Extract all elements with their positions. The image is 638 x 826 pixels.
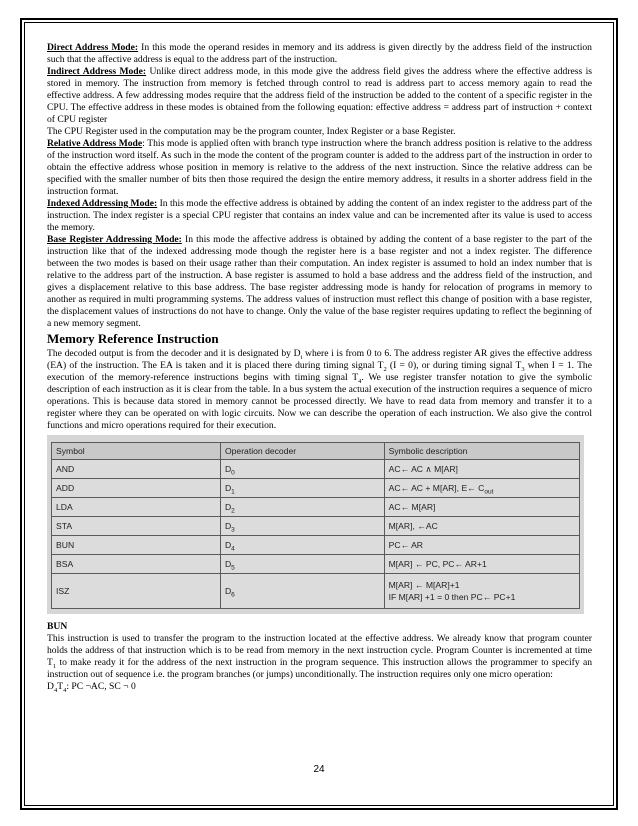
table-header-row xyxy=(52,443,580,460)
micro-operation-line xyxy=(47,681,592,693)
table-row xyxy=(52,460,580,479)
decoder-subscript: 5 xyxy=(231,564,235,572)
decoder-subscript: 1 xyxy=(231,488,235,496)
mri-text-d: when I = 1. The execution of the memory-reference instructions begins with timing signal T xyxy=(47,360,592,383)
cell-decoder xyxy=(220,574,384,609)
cell-description: PC← AR xyxy=(384,536,579,555)
table-row xyxy=(52,498,580,517)
term-indexed-addressing-mode: Indexed Addressing Mode: xyxy=(47,198,158,209)
paragraph-cpu-register: The CPU Register used in the computation may be the program counter, Index Register or a base Register. xyxy=(47,126,456,137)
cell-symbol: BUN xyxy=(52,536,221,555)
mri-text-e: . We use register transfer notation to give the symbolic description of each instruction as it is clear from the table. In a bus system the actual execution of the instruction requires a sequence of micro operations. This is because data stored in memory cannot be processed directly. We have to read data from memory and transfer it to a register where they can be operated on with logic circuits. Now we can describe the operation of each instruction. We also give the control functions and micro operations required for their execution. xyxy=(47,372,592,431)
description-text: AC← AC + M[AR], E← C xyxy=(388,483,485,493)
paragraph-indexed-addressing-mode xyxy=(47,198,592,234)
cell-description xyxy=(384,479,579,498)
decoder-subscript: 3 xyxy=(231,526,235,534)
paragraph-memory-reference xyxy=(47,348,592,432)
table-row xyxy=(52,574,580,609)
cell-description xyxy=(384,574,579,609)
paragraph-base-register-addressing-mode xyxy=(47,234,592,330)
table-row xyxy=(52,555,580,574)
decoder-letter: D xyxy=(224,559,232,569)
paragraph-direct-address-mode xyxy=(47,42,592,66)
heading-bun: BUN xyxy=(47,621,68,632)
mri-sub-b: 2 xyxy=(383,365,387,373)
cell-description: M[AR] ← PC, PC← AR+1 xyxy=(384,555,579,574)
heading-memory-reference-instruction: Memory Reference Instruction xyxy=(47,331,219,346)
cell-symbol: AND xyxy=(52,460,221,479)
micro-t-sub: 4 xyxy=(63,686,67,694)
header-symbol: Symbol xyxy=(52,443,221,460)
document-body xyxy=(47,42,592,693)
table-row xyxy=(52,536,580,555)
cell-decoder xyxy=(220,536,384,555)
cell-symbol: STA xyxy=(52,517,221,536)
cell-symbol: BSA xyxy=(52,555,221,574)
cell-decoder xyxy=(220,517,384,536)
decoder-subscript: 4 xyxy=(231,545,235,553)
bun-text-b: to make ready it for the address of the next instruction in the program sequence. This instruction allows the programmer to specify an instruction out of sequence i.e. the program branches (or jumps) unconditionally. The instruction requires only one micro operation: xyxy=(47,657,592,680)
cell-description: M[AR], ←AC xyxy=(384,517,579,536)
description-condition: IF M[AR] +1 = 0 then PC← PC+1 xyxy=(388,592,516,602)
mri-text-a: The decoded output is from the decoder and it is designated by D xyxy=(47,348,301,359)
memory-reference-table xyxy=(51,442,580,609)
decoder-subscript: 6 xyxy=(231,591,235,599)
cell-symbol: LDA xyxy=(52,498,221,517)
cell-description: AC← M[AR] xyxy=(384,498,579,517)
decoder-subscript: 0 xyxy=(231,469,235,477)
micro-d-sub: 4 xyxy=(53,686,58,694)
bun-sub-a: 1 xyxy=(52,662,57,670)
mri-text-c: (I = 0), or during timing signal T xyxy=(386,360,522,371)
term-relative-address-mode: Relative Address Mode xyxy=(47,138,143,149)
micro-t: T xyxy=(57,681,64,692)
paragraph-bun xyxy=(47,633,592,681)
text-indexed-addressing-mode: In this mode the effective address is obtained by adding the content of an index register to the address part of the instruction. The index register is a special CPU register that contains an index value and can be incremented after its value is used to access the memory. xyxy=(47,198,592,233)
decoder-letter: D xyxy=(224,502,232,512)
table-row xyxy=(52,479,580,498)
paragraph-relative-address-mode xyxy=(47,138,592,198)
term-base-register-addressing-mode: Base Register Addressing Mode: xyxy=(47,234,182,245)
page-number: 24 xyxy=(313,764,325,775)
text-relative-address-mode: : This mode is applied often with branch type instruction where the branch address position is relative to the address of the instruction word itself. As such in the mode the content of the program counter is added to the address part of the instruction in order to obtain the effective address whose position in memory is relative to the address of the next instruction. Since the relative address can be specified with the smaller number of bits then those required the design the entire memory address, it results in a shorter address field in the instruction format. xyxy=(47,138,592,197)
paragraph-indirect-address-mode xyxy=(47,66,592,126)
decoder-letter: D xyxy=(224,540,232,550)
cell-decoder xyxy=(220,555,384,574)
term-direct-address-mode: Direct Address Mode: xyxy=(47,42,139,53)
header-operation-decoder: Operation decoder xyxy=(220,443,384,460)
decoder-letter: D xyxy=(224,464,232,474)
term-indirect-address-mode: Indirect Address Mode: xyxy=(47,66,147,77)
description-text: M[AR] ← M[AR]+1 xyxy=(388,580,460,590)
decoder-subscript: 2 xyxy=(231,507,235,515)
cell-decoder xyxy=(220,479,384,498)
decoder-letter: D xyxy=(224,586,232,596)
text-direct-address-mode: In this mode the operand resides in memory and its address is given directly by the address field of the instruction such that the affective address is equal to the address part of the instruction. xyxy=(47,42,592,65)
header-symbolic-description: Symbolic description xyxy=(384,443,579,460)
text-base-register-addressing-mode: In this mode the affective address is obtained by adding the content of a base register to the part of the instruction like that of the indexed addressing mode though the register here is a base register and not a index register. The difference between the two modes is based on their usage rather than their computation. An index register is assumed to hold an index number that is relative to the address part of the instruction. A base register is assumed to hold a base address and the address field of the instruction, and gives a displacement relative to this base address. The base register addressing mode is handy for relocation of programs in memory to another as required in multi programming systems. The address values of instruction must reflect this change of position with a base register, the displacement values of instructions do not have to change. Only the value of the base register requires updating to reflect the beginning of a new memory segment. xyxy=(47,234,592,329)
mri-sub-a: i xyxy=(300,353,303,361)
bun-text-a: This instruction is used to transfer the program to the instruction located at the effective address. We already know that program counter holds the address of that instruction which is to be read from memory in the next instruction cycle. Program Counter is incremented at time T xyxy=(47,633,592,668)
mri-sub-c: 3 xyxy=(521,365,525,373)
memory-reference-table-image xyxy=(47,435,584,614)
cell-decoder xyxy=(220,460,384,479)
decoder-letter: D xyxy=(224,521,232,531)
decoder-letter: D xyxy=(224,483,232,493)
cell-decoder xyxy=(220,498,384,517)
micro-d: D xyxy=(47,681,54,692)
mri-text-b: where i is from 0 to 6. The address register AR gives the effective address (EA) of the instruction. The EA is taken and it is placed there during timing signal T xyxy=(47,348,593,371)
description-subscript: out xyxy=(484,488,494,496)
cell-description: AC← AC ∧ M[AR] xyxy=(384,460,579,479)
cell-symbol: ADD xyxy=(52,479,221,498)
text-indirect-address-mode: Unlike direct address mode, in this mode give the address field gives the address where the effective address is stored in memory. The instruction from memory is fetched through control to read is address part to access memory again to read the effective address. A few addressing modes require that the address field of the instruction be added to the content of a specific register in the CPU. The effective address in these modes is obtained from the following equation: effective address = address part of instruction + context of CPU register xyxy=(47,66,592,125)
mri-sub-d: 4 xyxy=(358,377,362,385)
micro-text: : PC ¬AC, SC ¬ 0 xyxy=(66,681,136,692)
cell-symbol: ISZ xyxy=(52,574,221,609)
table-row xyxy=(52,517,580,536)
